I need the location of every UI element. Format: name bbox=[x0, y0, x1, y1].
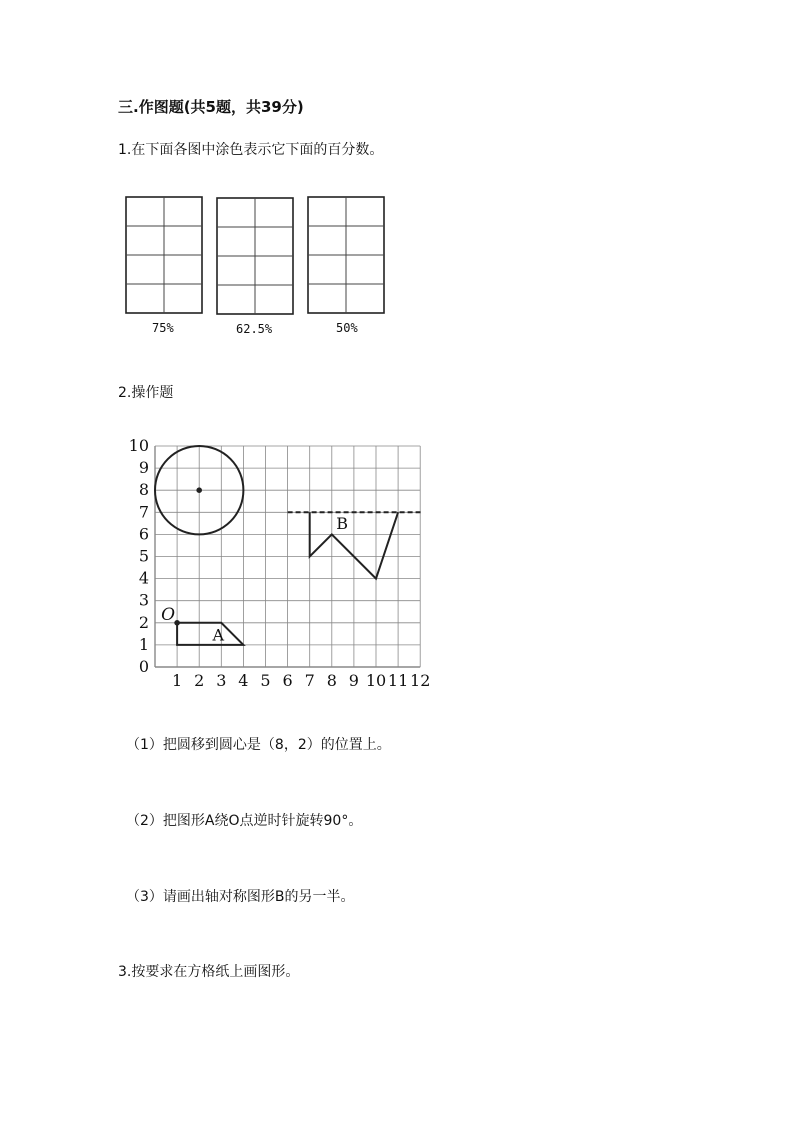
circle-center-dot bbox=[196, 487, 202, 493]
y-tick-label: 2 bbox=[138, 612, 149, 632]
section-title: 三.作图题(共5题，共39分) bbox=[118, 98, 304, 116]
x-tick-label: 2 bbox=[194, 671, 205, 690]
shape-a-label: A bbox=[212, 625, 225, 645]
percent-grid-1 bbox=[126, 197, 202, 313]
sub-question-2: （2）把图形A绕O点逆时针旋转90°。 bbox=[126, 813, 363, 829]
point-o-label: O bbox=[161, 604, 176, 625]
x-tick-label: 7 bbox=[304, 671, 315, 690]
x-tick-label: 10 bbox=[365, 671, 387, 690]
y-tick-label: 10 bbox=[128, 436, 149, 455]
y-tick-label: 7 bbox=[138, 502, 149, 522]
grid-labels bbox=[129, 436, 431, 690]
y-tick-label: 1 bbox=[138, 634, 149, 654]
sub-question-1: （1）把圆移到圆心是（8，2）的位置上。 bbox=[126, 737, 391, 753]
question-1-text: 1.在下面各图中涂色表示它下面的百分数。 bbox=[118, 142, 384, 158]
grid-shapes bbox=[155, 446, 423, 645]
y-tick-label: 3 bbox=[138, 590, 149, 610]
y-tick-label: 0 bbox=[138, 657, 149, 676]
y-tick-label: 8 bbox=[138, 480, 149, 500]
shape-a bbox=[177, 623, 243, 645]
x-tick-label: 3 bbox=[216, 671, 227, 690]
percent-grid-2 bbox=[217, 198, 293, 314]
y-tick-label: 9 bbox=[138, 458, 149, 478]
percent-label-2: 62.5% bbox=[236, 322, 273, 336]
x-tick-label: 11 bbox=[387, 671, 409, 690]
point-o-dot bbox=[174, 620, 180, 626]
y-tick-label: 4 bbox=[138, 568, 149, 588]
x-tick-label: 9 bbox=[348, 671, 359, 690]
grid-lines bbox=[155, 446, 420, 667]
percent-label-3: 50% bbox=[336, 321, 358, 335]
question-3-text: 3.按要求在方格纸上画图形。 bbox=[118, 964, 300, 980]
shape-b-label: B bbox=[336, 513, 348, 533]
x-tick-label: 4 bbox=[238, 671, 249, 690]
x-tick-label: 5 bbox=[260, 671, 271, 690]
x-tick-label: 8 bbox=[326, 671, 337, 690]
x-tick-label: 1 bbox=[172, 671, 183, 690]
y-tick-label: 5 bbox=[138, 546, 149, 566]
coordinate-grid bbox=[120, 435, 440, 695]
y-tick-label: 6 bbox=[138, 524, 149, 544]
question-2-text: 2.操作题 bbox=[118, 385, 174, 401]
percent-grids bbox=[120, 192, 395, 342]
x-tick-label: 12 bbox=[410, 671, 431, 690]
sub-question-3: （3）请画出轴对称图形B的另一半。 bbox=[126, 889, 355, 905]
percent-label-1: 75% bbox=[152, 321, 174, 335]
x-tick-label: 6 bbox=[282, 671, 293, 690]
percent-grid-3 bbox=[308, 197, 384, 313]
